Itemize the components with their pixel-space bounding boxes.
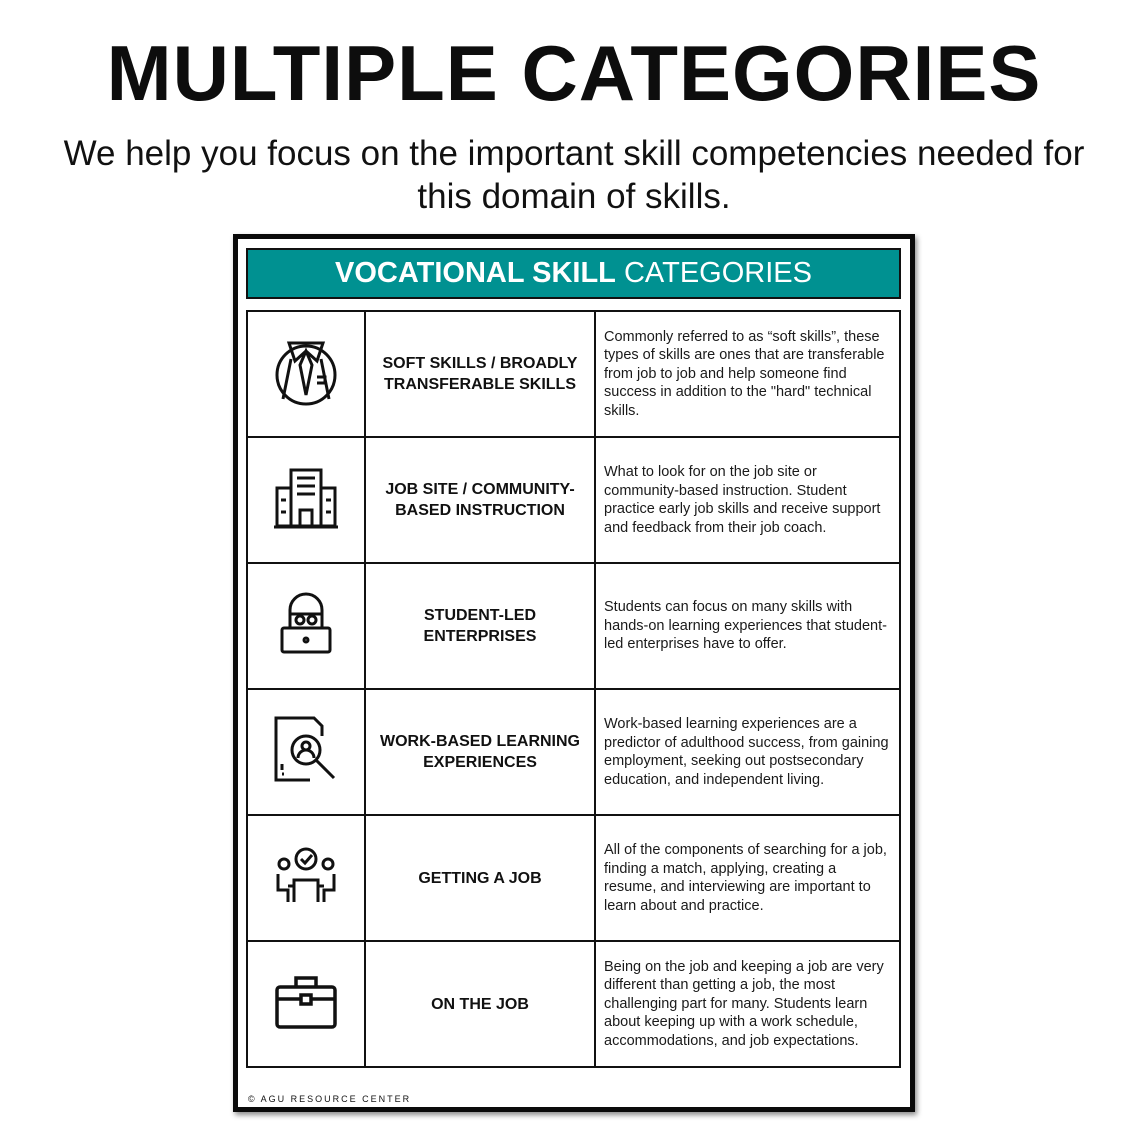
category-banner (246, 248, 901, 299)
banner-bold: VOCATIONAL SKILL (335, 257, 616, 289)
category-description: What to look for on the job site or community-based instruction. Student practice early job skills and receive support and feedback from their job coach. (595, 437, 900, 563)
table-row (247, 311, 900, 437)
category-name: STUDENT-LED ENTERPRISES (365, 563, 595, 689)
shirt-tie-icon (273, 337, 339, 407)
category-description: Work-based learning experiences are a predictor of adulthood success, from gaining employment, seeking out postsecondary education, and independent living. (595, 689, 900, 815)
copyright-footer: © AGU RESOURCE CENTER (248, 1094, 412, 1104)
table-row (247, 815, 900, 941)
briefcase-icon (274, 973, 338, 1031)
document-search-icon (270, 714, 342, 786)
category-description: Being on the job and keeping a job are very different than getting a job, the most challenging part for many. Students learn about keeping up with a work schedule, accommodations, and job expectations. (595, 941, 900, 1067)
page-title: MULTIPLE CATEGORIES (106, 29, 1042, 117)
category-description: Students can focus on many skills with hands-on learning experiences that student-led enterprises have to offer. (595, 563, 900, 689)
building-icon (273, 466, 339, 530)
student-laptop-icon (278, 592, 334, 656)
table-row (247, 689, 900, 815)
category-name: ON THE JOB (365, 941, 595, 1067)
category-name: SOFT SKILLS / BROADLY TRANSFERABLE SKILLS (365, 311, 595, 437)
page-subtitle: We help you focus on the important skill competencies needed for this domain of skills. (63, 134, 1085, 216)
person-check-icon (274, 846, 338, 906)
table-row (247, 563, 900, 689)
banner-regular: CATEGORIES (623, 257, 812, 289)
category-name: GETTING A JOB (365, 815, 595, 941)
category-description: All of the components of searching for a job, finding a match, applying, creating a resume, and interviewing are important to learn about and practice. (595, 815, 900, 941)
category-description: Commonly referred to as “soft skills”, these types of skills are ones that are transferable from job to job and help someone find success in addition to the "hard" technical skills. (595, 311, 900, 437)
poster-frame (233, 234, 915, 1112)
category-name: JOB SITE / COMMUNITY- BASED INSTRUCTION (365, 437, 595, 563)
categories-table (246, 310, 901, 1068)
table-row (247, 941, 900, 1067)
table-row (247, 437, 900, 563)
category-name: WORK-BASED LEARNING EXPERIENCES (365, 689, 595, 815)
